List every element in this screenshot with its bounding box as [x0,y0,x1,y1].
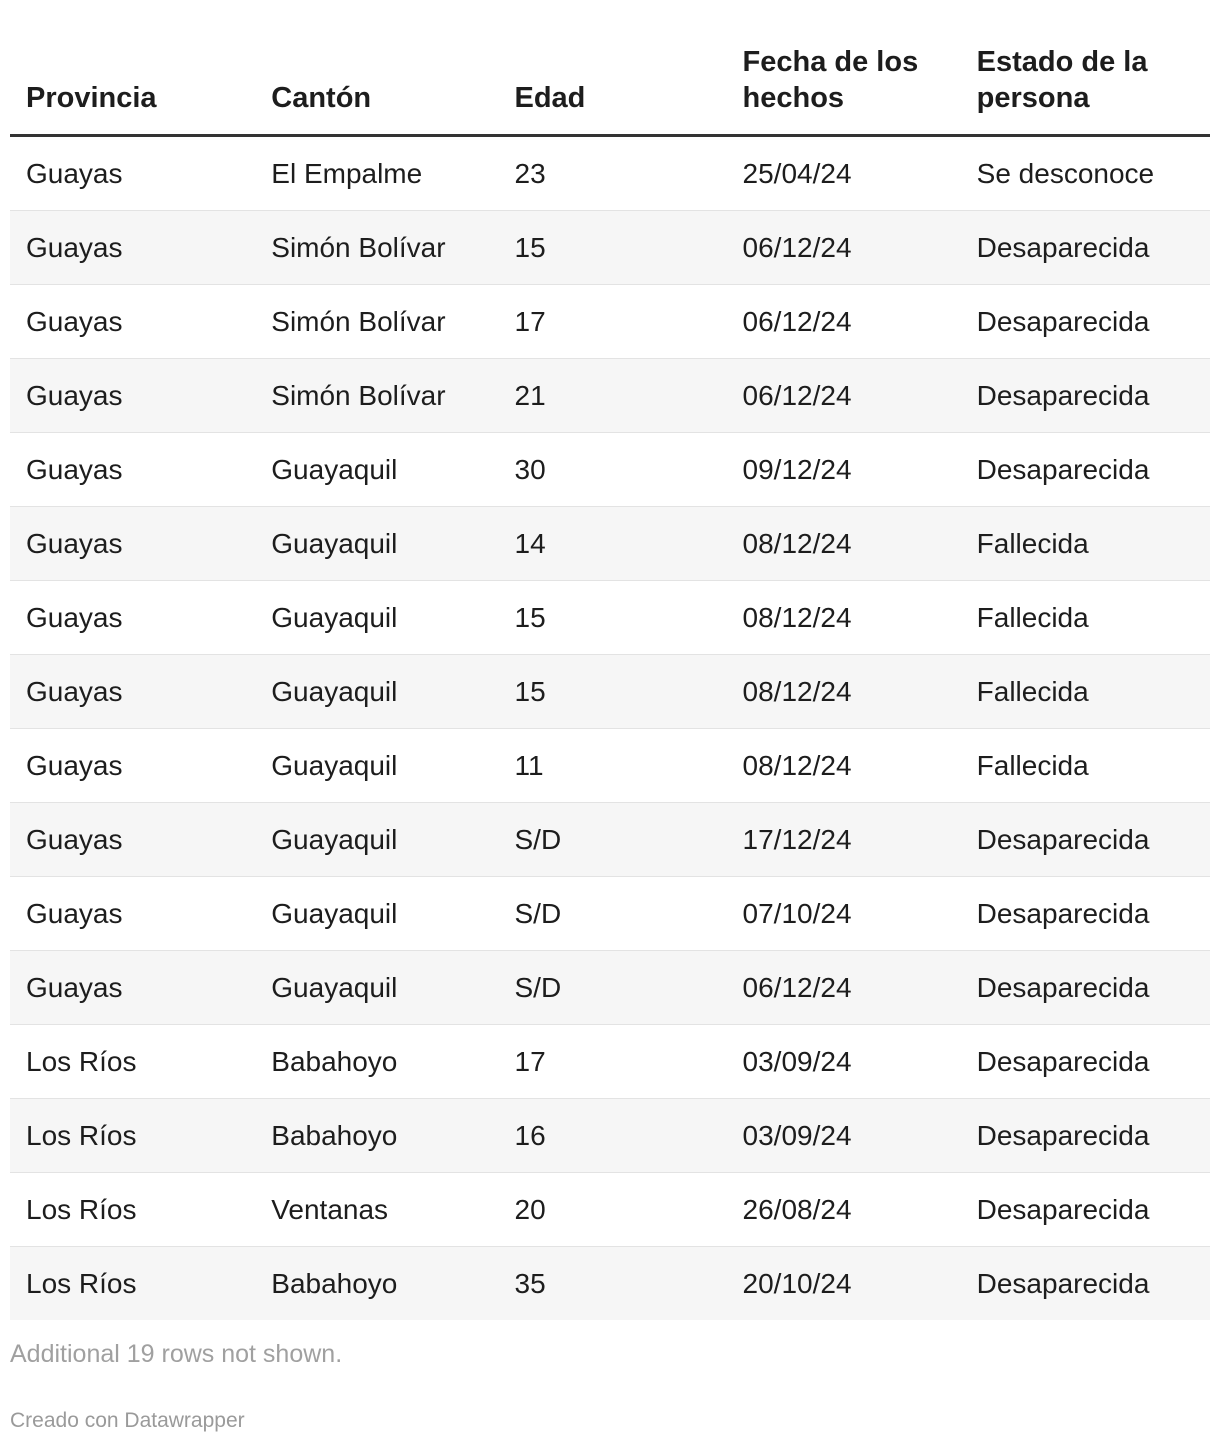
cell-provincia: Guayas [10,285,255,359]
cell-provincia: Guayas [10,136,255,211]
cell-provincia: Guayas [10,211,255,285]
cell-provincia: Los Ríos [10,1025,255,1099]
cell-canton: Babahoyo [255,1099,498,1173]
table-row [10,581,1210,655]
header-fecha[interactable]: Fecha de los hechos [727,0,961,136]
cell-edad: 17 [499,1025,727,1099]
cell-provincia: Guayas [10,433,255,507]
header-provincia[interactable]: Provincia [10,0,255,136]
cell-edad: 30 [499,433,727,507]
table-header [10,0,1210,136]
header-row [10,0,1210,136]
cell-estado: Fallecida [961,581,1210,655]
cell-edad: 14 [499,507,727,581]
table-row [10,433,1210,507]
cell-canton: Guayaquil [255,433,498,507]
cell-fecha: 08/12/24 [727,507,961,581]
cell-canton: Simón Bolívar [255,285,498,359]
cell-canton: Guayaquil [255,729,498,803]
cell-canton: Guayaquil [255,951,498,1025]
header-edad[interactable]: Edad [499,0,727,136]
cell-fecha: 25/04/24 [727,136,961,211]
cell-fecha: 06/12/24 [727,951,961,1025]
cell-canton: El Empalme [255,136,498,211]
cell-canton: Guayaquil [255,803,498,877]
cell-provincia: Guayas [10,581,255,655]
table-row [10,1173,1210,1247]
header-canton[interactable]: Cantón [255,0,498,136]
cell-estado: Fallecida [961,655,1210,729]
cell-estado: Desaparecida [961,359,1210,433]
rows-not-shown-note: Additional 19 rows not shown. [10,1340,343,1368]
cell-estado: Desaparecida [961,803,1210,877]
cell-estado: Desaparecida [961,1247,1210,1321]
cell-canton: Ventanas [255,1173,498,1247]
cell-estado: Desaparecida [961,285,1210,359]
table-row [10,1099,1210,1173]
cell-provincia: Guayas [10,359,255,433]
cell-estado: Desaparecida [961,1099,1210,1173]
cell-fecha: 03/09/24 [727,1099,961,1173]
header-estado[interactable]: Estado de la persona [961,0,1210,136]
cell-canton: Guayaquil [255,655,498,729]
cell-fecha: 06/12/24 [727,211,961,285]
cell-canton: Simón Bolívar [255,359,498,433]
table-row [10,359,1210,433]
table-row [10,729,1210,803]
cell-fecha: 08/12/24 [727,655,961,729]
cell-fecha: 08/12/24 [727,729,961,803]
cell-provincia: Guayas [10,803,255,877]
table-row [10,877,1210,951]
cell-estado: Desaparecida [961,951,1210,1025]
cell-edad: 15 [499,581,727,655]
cell-canton: Babahoyo [255,1025,498,1099]
cell-fecha: 06/12/24 [727,359,961,433]
cell-fecha: 07/10/24 [727,877,961,951]
cell-provincia: Los Ríos [10,1173,255,1247]
cell-fecha: 03/09/24 [727,1025,961,1099]
cell-estado: Desaparecida [961,211,1210,285]
cell-canton: Guayaquil [255,877,498,951]
table-row [10,211,1210,285]
table-row [10,507,1210,581]
cell-edad: 35 [499,1247,727,1321]
table-row [10,1247,1210,1321]
cell-fecha: 20/10/24 [727,1247,961,1321]
cell-canton: Guayaquil [255,581,498,655]
table-row [10,285,1210,359]
cell-edad: 15 [499,211,727,285]
cell-provincia: Los Ríos [10,1099,255,1173]
cell-estado: Desaparecida [961,433,1210,507]
cell-canton: Simón Bolívar [255,211,498,285]
cell-edad: 17 [499,285,727,359]
datawrapper-table-container [10,0,1210,1433]
cell-estado: Se desconoce [961,136,1210,211]
cell-edad: S/D [499,951,727,1025]
cell-provincia: Los Ríos [10,1247,255,1321]
cell-provincia: Guayas [10,951,255,1025]
table-row [10,655,1210,729]
cell-fecha: 17/12/24 [727,803,961,877]
table-row [10,803,1210,877]
cell-estado: Fallecida [961,729,1210,803]
cell-estado: Desaparecida [961,877,1210,951]
cell-edad: 16 [499,1099,727,1173]
cell-canton: Babahoyo [255,1247,498,1321]
cell-fecha: 26/08/24 [727,1173,961,1247]
datawrapper-credit: Creado con Datawrapper [10,1409,245,1432]
table-row [10,951,1210,1025]
cell-fecha: 09/12/24 [727,433,961,507]
cell-canton: Guayaquil [255,507,498,581]
data-table [10,0,1210,1320]
cell-estado: Desaparecida [961,1173,1210,1247]
cell-estado: Desaparecida [961,1025,1210,1099]
cell-provincia: Guayas [10,655,255,729]
cell-provincia: Guayas [10,729,255,803]
cell-edad: 11 [499,729,727,803]
table-row [10,136,1210,211]
cell-edad: 20 [499,1173,727,1247]
cell-edad: S/D [499,803,727,877]
table-body [10,136,1210,1321]
cell-provincia: Guayas [10,877,255,951]
cell-edad: 15 [499,655,727,729]
cell-fecha: 06/12/24 [727,285,961,359]
table-row [10,1025,1210,1099]
cell-edad: S/D [499,877,727,951]
cell-fecha: 08/12/24 [727,581,961,655]
cell-edad: 21 [499,359,727,433]
cell-estado: Fallecida [961,507,1210,581]
cell-provincia: Guayas [10,507,255,581]
cell-edad: 23 [499,136,727,211]
